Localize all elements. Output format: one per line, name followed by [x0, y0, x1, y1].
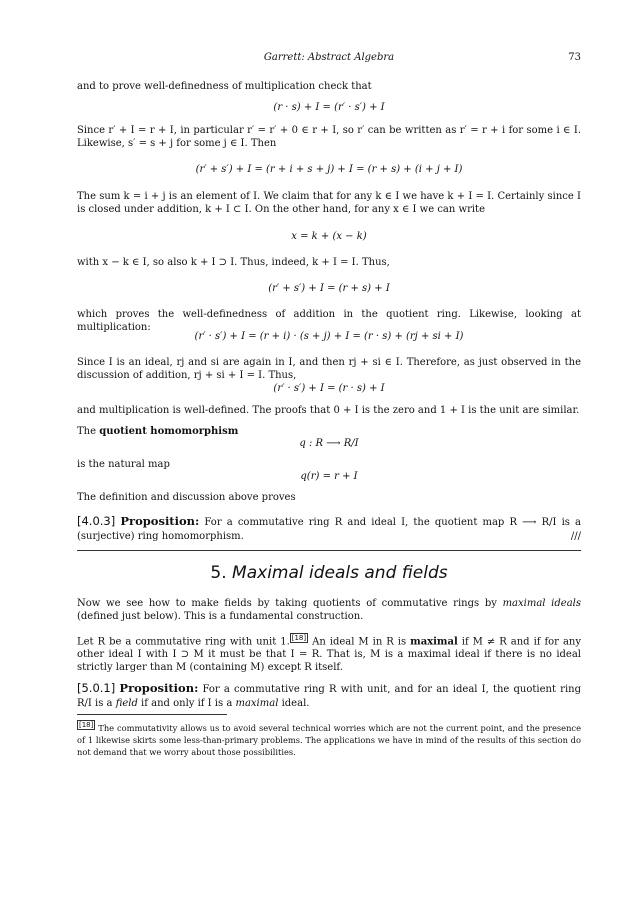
page-number: 73: [568, 52, 581, 63]
paragraph: and multiplication is well-defined. The proofs that 0 + I is the zero and 1 + I is the unit are similar.: [77, 405, 580, 416]
emphasis: maximal ideals: [502, 598, 581, 609]
paragraph: The sum k = i + j is an element of I. We claim that for any k ∈ I we have k + I = I. Certainly since I is closed under addition, k + I ⊂ I. On the other hand, for any x ∈ I we can write: [77, 191, 581, 215]
emphasis: maximal: [235, 698, 279, 709]
equation: x = k + (x − k): [291, 231, 367, 242]
proposition-label: Proposition:: [119, 681, 199, 695]
paragraph: with x − k ∈ I, so also k + I ⊃ I. Thus, indeed, k + I = I. Thus,: [77, 257, 390, 268]
proposition-5-0-1: [77, 681, 581, 711]
equation: q : R ⟶ R/I: [299, 438, 359, 449]
paragraph: Since r′ + I = r + I, in particular r′ = r′ + 0 ∈ r + I, so r′ can be written as r′ = r + i for some i ∈ I. Likewise, s′ = s + j for some j ∈ I. Then: [77, 125, 581, 149]
proposition-label: Proposition:: [120, 514, 200, 528]
defined-term: maximal: [410, 636, 458, 648]
emphasis: field: [115, 698, 138, 709]
defined-term: quotient homomorphism: [99, 426, 239, 437]
text: The: [77, 426, 100, 437]
paragraph: Since I is an ideal, rj and si are again in I, and then rj + si ∈ I. Therefore, as just observed in the discussion of addition, rj + si + I = I. Thus,: [77, 357, 581, 381]
equation: (r · s) + I = (r′ · s′) + I: [273, 102, 385, 113]
divider: [77, 550, 581, 551]
qed-mark: ///: [570, 531, 581, 542]
proposition-text: ideal.: [278, 698, 310, 709]
footnote-rule: [77, 714, 227, 715]
text: if M ≠ R and if for any other ideal I with I ⊃ M it must be that I = R. That is, M is a maximal ideal if there is no ideal strictly larger than M (containing M) except R itself.: [77, 636, 581, 674]
text: An ideal M in R is: [308, 636, 411, 648]
section-number: 5.: [210, 563, 227, 583]
section-heading: [77, 563, 581, 583]
text: Now we see how to make fields by taking quotients of commutative rings by: [77, 598, 503, 609]
footnote-marker[interactable]: [18]: [291, 634, 307, 642]
proposition-text: For a commutative ring R with unit, and for an ideal I, the quotient ring R/I is a: [77, 684, 581, 709]
paragraph: is the natural map: [77, 459, 170, 470]
proposition-number: [4.0.3]: [77, 514, 116, 528]
equation: (r′ · s′) + I = (r + i) · (s + j) + I = (r · s) + (rj + si + I): [194, 331, 464, 342]
footnote-marker: [18]: [79, 721, 94, 729]
text: (defined just below). This is a fundamental construction.: [77, 611, 364, 622]
paragraph: [77, 632, 581, 674]
text: Let R be a commutative ring with unit 1.: [77, 636, 290, 648]
paragraph: [77, 597, 581, 623]
proposition-number: [5.0.1]: [77, 681, 116, 695]
equation: q(r) = r + I: [300, 471, 358, 482]
paragraph: and to prove well-definedness of multiplication check that: [77, 81, 372, 92]
paragraph: which proves the well-definedness of addition in the quotient ring. Likewise, looking at multiplication:: [77, 309, 581, 333]
proposition-text: For a commutative ring R and ideal I, the quotient map R ⟶ R/I is a (surjective) ring homomorphism.: [77, 517, 581, 542]
proposition-text: if and only if I is a: [137, 698, 236, 709]
paragraph: [77, 425, 581, 438]
paragraph: The definition and discussion above proves: [77, 492, 296, 503]
equation: (r′ + s′) + I = (r + i + s + j) + I = (r + s) + (i + j + I): [195, 164, 463, 175]
running-header-title: Garrett: Abstract Algebra: [263, 52, 395, 63]
footnote: [77, 719, 581, 758]
section-title: Maximal ideals and fields: [232, 563, 448, 583]
equation: (r′ · s′) + I = (r · s) + I: [273, 383, 385, 394]
equation: (r′ + s′) + I = (r + s) + I: [268, 283, 390, 294]
footnote-text: The commutativity allows us to avoid several technical worries which are not the current point, and the presence of 1 likewise skirts some less-than-primary problems. The applications we have in mind of the results of this section do not demand that we worry about those possibilities.: [77, 722, 581, 757]
proposition-4-0-3: [77, 514, 581, 544]
